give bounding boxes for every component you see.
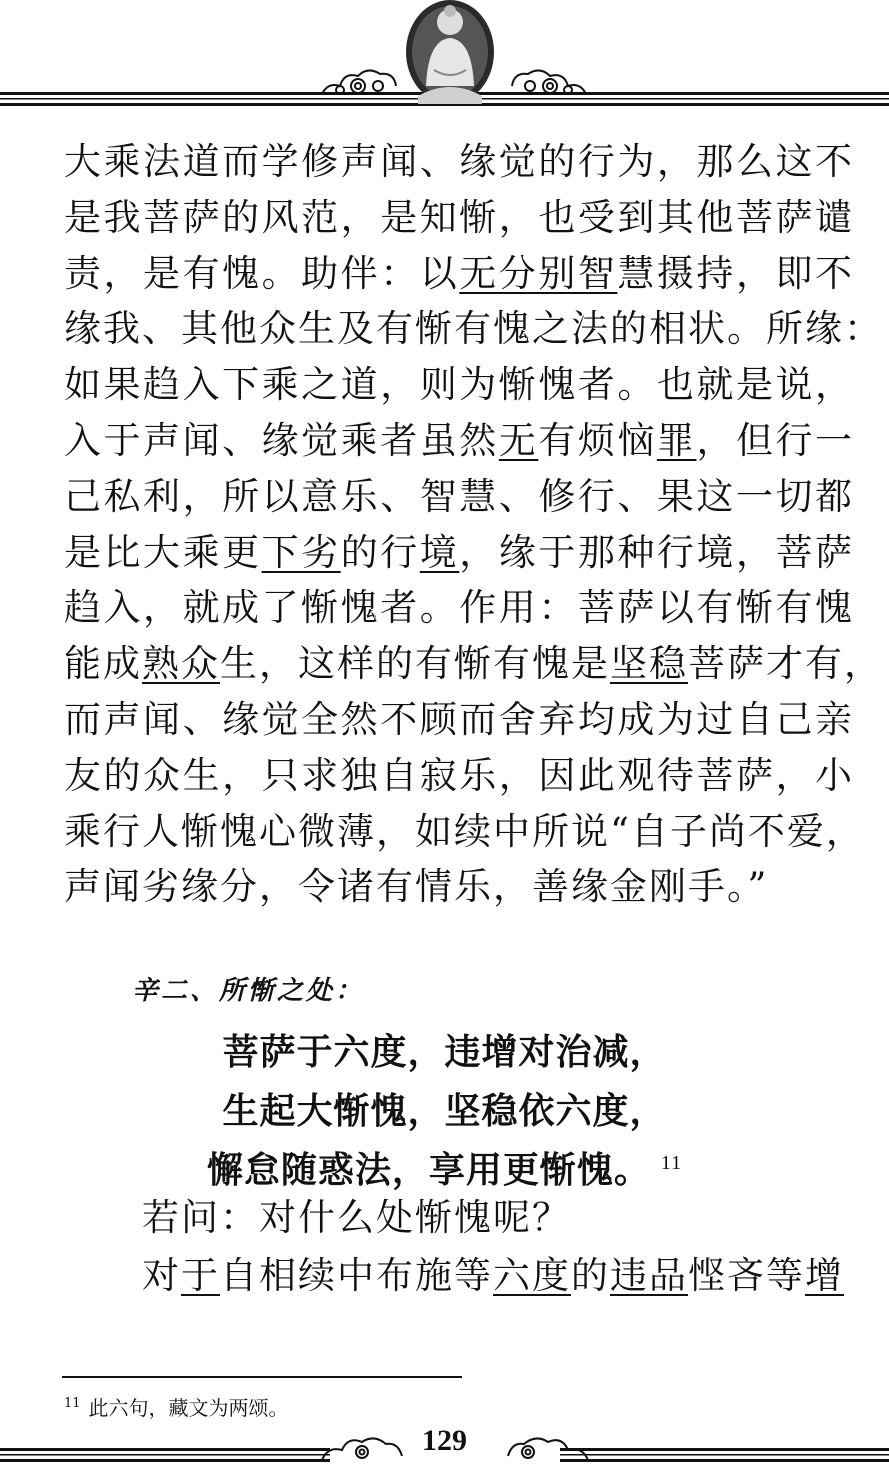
footnote-ref: 11 <box>660 1152 683 1174</box>
page-number: 129 <box>422 1424 467 1457</box>
text-line-segment: 是比大乘更 <box>64 530 262 574</box>
text-line-segment: ，但行一 <box>696 418 855 462</box>
text-line-segment: 的行 <box>340 530 420 574</box>
verse-line-text: 懈怠随惑法，享用更惭愧。 <box>206 1150 651 1191</box>
underlined-term: 六度 <box>493 1254 571 1297</box>
text-line-segment: 能成 <box>64 642 142 686</box>
text-line-segment: 有烦恼 <box>538 418 657 462</box>
text-line-segment: 对 <box>142 1254 181 1297</box>
verse-line: 生起大惭愧，坚稳依六度， <box>222 1091 667 1132</box>
text-line: 友的众生，只求独自寂乐，因此观待菩萨，小 <box>64 753 854 797</box>
main-paragraph <box>64 134 883 915</box>
footnote <box>64 1392 289 1421</box>
answer-line <box>142 1250 854 1302</box>
question-line: 若问：对什么处惭愧呢？ <box>142 1196 571 1239</box>
footnote-text: 此六句，藏文为两颂。 <box>88 1396 289 1420</box>
underlined-term: 罪 <box>656 418 697 462</box>
text-line-segment: 生，这样的有惭有愧是 <box>220 642 610 686</box>
cloud-right-icon <box>508 60 590 102</box>
text-line-segment: 菩萨才有， <box>688 642 883 686</box>
text-line: 声闻劣缘分，令诸有情乐，善缘金刚手。” <box>64 865 769 909</box>
underlined-term: 无分别智 <box>459 251 618 295</box>
underlined-term: 无 <box>498 418 539 462</box>
footnote-divider <box>62 1376 462 1378</box>
verse-line <box>0 1142 889 1193</box>
text-line: 是我菩萨的风范，是知惭，也受到其他菩萨谴 <box>64 195 854 239</box>
text-line-segment: 的 <box>571 1254 610 1297</box>
text-line: 而声闻、缘觉全然不顾而舍弃均成为过自己亲 <box>64 697 854 741</box>
footnote-number: 11 <box>64 1396 81 1412</box>
underlined-term: 违品 <box>610 1254 688 1297</box>
text-line <box>64 246 854 302</box>
text-line: 己私利，所以意乐、智慧、修行、果这一切都 <box>64 474 854 518</box>
text-line <box>64 413 854 469</box>
underlined-term: 下劣 <box>261 530 341 574</box>
text-line-segment: 悭吝等 <box>688 1254 805 1297</box>
section-heading: 辛二、所惭之处： <box>132 976 365 1006</box>
buddha-icon <box>404 0 496 108</box>
text-line-segment: ，缘于那种行境，菩萨 <box>459 530 855 574</box>
text-line-segment: 自相续中布施等 <box>220 1254 493 1297</box>
underlined-term: 坚稳 <box>610 642 688 686</box>
text-line: 大乘法道而学修声闻、缘觉的行为，那么这不 <box>64 140 854 183</box>
text-line-segment: 入于声闻、缘觉乘者虽然 <box>64 418 499 462</box>
underlined-term: 增 <box>805 1254 844 1297</box>
underlined-term: 熟众 <box>142 642 220 686</box>
text-line: 如果趋入下乘之道，则为惭愧者。也就是说， <box>64 363 854 407</box>
cloud-left-icon <box>318 60 400 102</box>
text-line <box>64 525 854 581</box>
text-line: 乘行人惭愧心微薄，如续中所说“自子尚不爱， <box>64 809 865 853</box>
underlined-term: 于 <box>181 1254 220 1297</box>
underlined-term: 境 <box>419 530 460 574</box>
header-ornament <box>0 0 889 120</box>
verse-line: 菩萨于六度，违增对治减， <box>222 1032 667 1073</box>
text-line: 趋入，就成了惭愧者。作用：菩萨以有惭有愧 <box>64 586 854 630</box>
text-line-segment: 慧摄持，即不 <box>617 251 855 295</box>
text-line <box>64 636 883 692</box>
text-line: 缘我、其他众生及有惭有愧之法的相状。所缘： <box>64 307 883 351</box>
text-line-segment: 责，是有愧。助伴：以 <box>64 251 460 295</box>
